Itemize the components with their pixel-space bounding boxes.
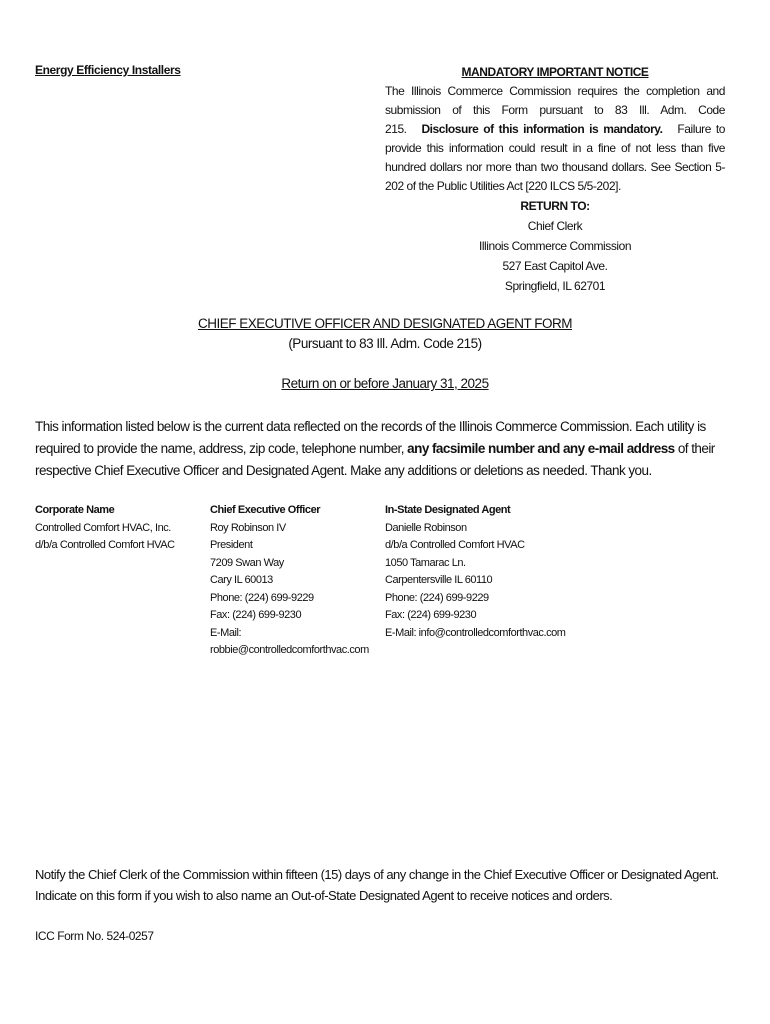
column-line: E-Mail: info@controlledcomforthvac.com bbox=[385, 626, 566, 639]
column-line: Cary IL 60013 bbox=[210, 574, 273, 586]
form-number: ICC Form No. 524-0257 bbox=[35, 929, 154, 943]
column-line: Fax: (224) 699-9230 bbox=[385, 609, 477, 621]
column-line: d/b/a Controlled Comfort HVAC bbox=[35, 539, 175, 551]
column-header: In-State Designated Agent bbox=[385, 504, 511, 516]
return-line: 527 East Capitol Ave. bbox=[502, 259, 608, 273]
return-deadline: Return on or before January 31, 2025 bbox=[281, 376, 489, 391]
ceo-column bbox=[210, 502, 380, 660]
intro-text-2: of their respective Chief Executive Officer and Designated Agent. Make any additions or deletions as needed. Thank you. bbox=[35, 441, 715, 478]
notice-text-bold: Disclosure of this information is mandatory. bbox=[421, 122, 663, 136]
return-heading: RETURN TO: bbox=[520, 199, 590, 213]
column-header: Chief Executive Officer bbox=[210, 504, 321, 516]
return-address bbox=[385, 196, 725, 296]
column-header: Corporate Name bbox=[35, 504, 115, 516]
column-line: Controlled Comfort HVAC, Inc. bbox=[35, 521, 171, 534]
form-subtitle: (Pursuant to 83 Ill. Adm. Code 215) bbox=[288, 336, 482, 351]
footer-line: Notify the Chief Clerk of the Commission within fifteen (15) days of any change in the Chief Executive Officer or Designated Agent. bbox=[35, 867, 719, 882]
return-line: Springfield, IL 62701 bbox=[504, 279, 606, 293]
footer-line: Indicate on this form if you wish to also name an Out-of-State Designated Agent to receive notices and orders. bbox=[35, 888, 613, 903]
column-line: Danielle Robinson bbox=[385, 521, 467, 534]
return-line: Chief Clerk bbox=[527, 219, 583, 233]
notice-title: MANDATORY IMPORTANT NOTICE bbox=[461, 65, 649, 79]
category-heading: Energy Efficiency Installers bbox=[35, 63, 181, 77]
notice-text-2: Failure to provide this information could result in a fine of not less than five hundred dollars nor more than two thousand dollars. See Section 5-202 of the Public Utilities Act [220 ILCS 5/5-202]. bbox=[385, 122, 726, 193]
intro-paragraph bbox=[35, 416, 725, 482]
footer-instructions bbox=[35, 864, 735, 906]
column-line: President bbox=[210, 539, 253, 551]
column-line: 1050 Tamarac Ln. bbox=[385, 556, 466, 569]
notice-body bbox=[385, 82, 725, 196]
form-title: CHIEF EXECUTIVE OFFICER AND DESIGNATED AGENT FORM bbox=[197, 316, 573, 331]
form-title-block bbox=[0, 314, 770, 354]
column-line: robbie@controlledcomforthvac.com bbox=[210, 644, 369, 656]
intro-text-1: This information listed below is the current data reflected on the records of the Illinois Commerce Commission. Each utility is required to provide the name, address, zip code, telephone number, bbox=[35, 419, 706, 456]
column-line: Phone: (224) 699-9229 bbox=[385, 591, 489, 604]
intro-text-bold: any facsimile number and any e-mail address bbox=[407, 441, 675, 456]
column-line: E-Mail: bbox=[210, 626, 242, 639]
column-line: Phone: (224) 699-9229 bbox=[210, 591, 314, 604]
designated-agent-column bbox=[385, 502, 725, 642]
column-line: Roy Robinson IV bbox=[210, 521, 286, 534]
mandatory-notice bbox=[385, 63, 725, 196]
column-line: Fax: (224) 699-9230 bbox=[210, 609, 302, 621]
column-line: 7209 Swan Way bbox=[210, 556, 284, 569]
column-line: Carpentersville IL 60110 bbox=[385, 574, 493, 586]
return-line: Illinois Commerce Commission bbox=[478, 239, 632, 253]
corporate-name-column bbox=[35, 502, 205, 555]
column-line: d/b/a Controlled Comfort HVAC bbox=[385, 539, 525, 551]
notice-text-1: The Illinois Commerce Commission requires the completion and submission of this Form pursuant to 83 Ill. Adm. Code 215. bbox=[385, 84, 725, 136]
